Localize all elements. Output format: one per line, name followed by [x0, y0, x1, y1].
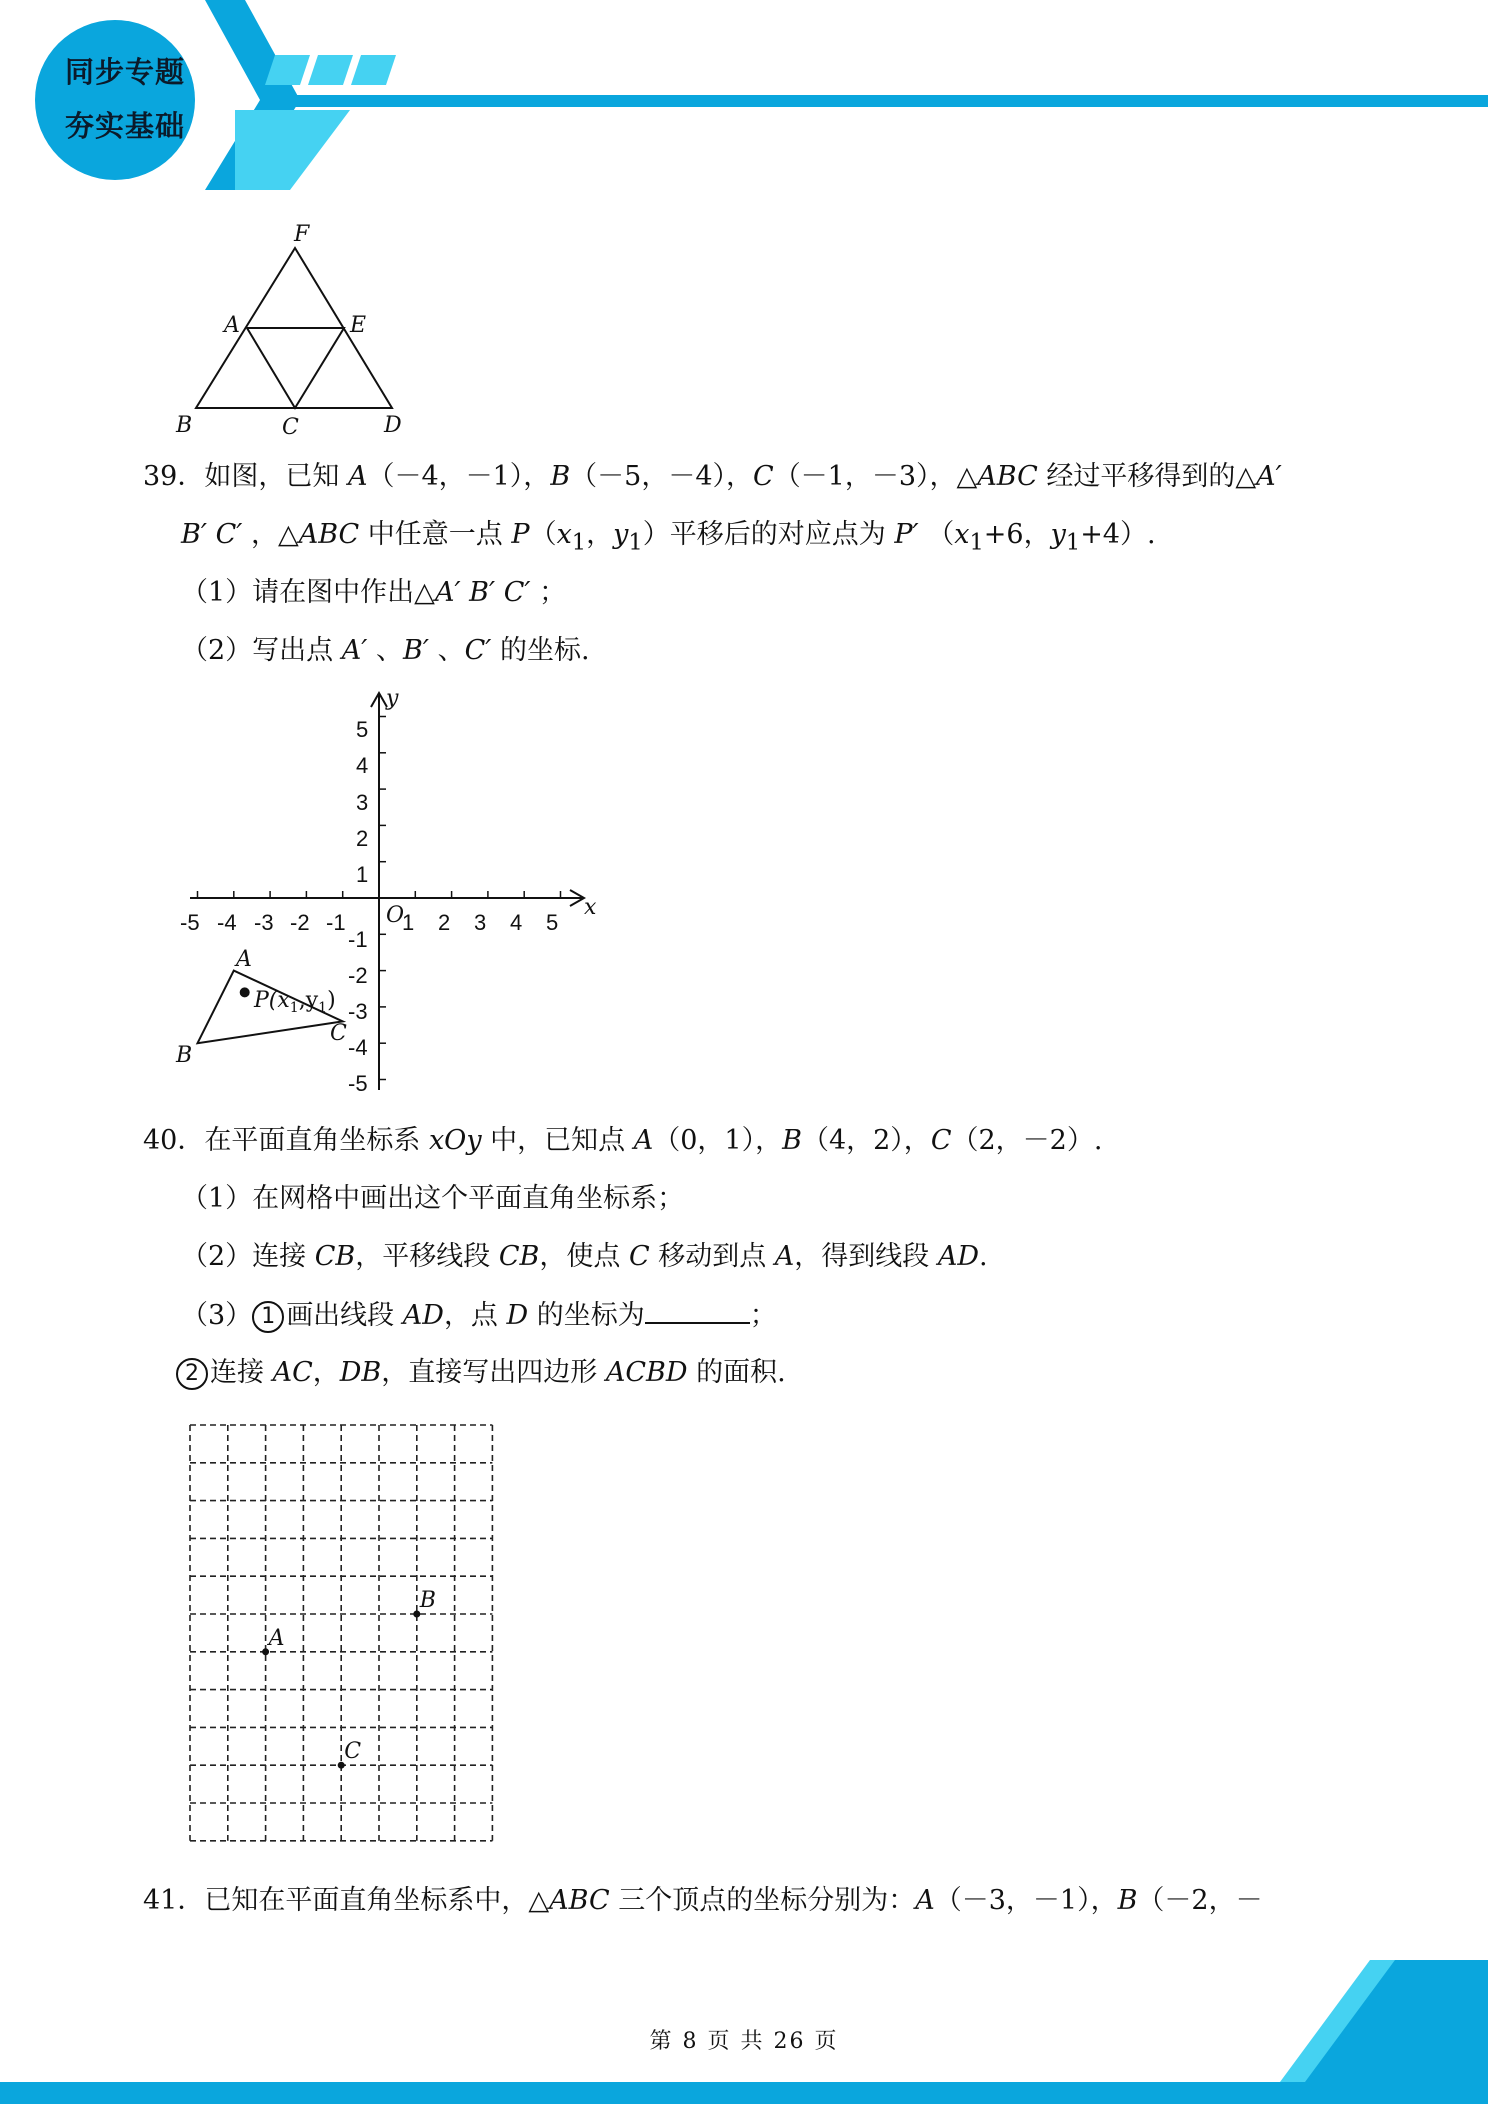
- x-tick-2: 2: [438, 910, 451, 935]
- triangle-figure: [170, 215, 410, 440]
- point-P-label: $P(x_1,y_1)$: [254, 988, 336, 1016]
- x-tick-neg2: -2: [290, 910, 310, 935]
- answer-blank[interactable]: [645, 1298, 750, 1324]
- footer-bar: [0, 2082, 1488, 2104]
- x-tick-4: 4: [510, 910, 523, 935]
- x-tick-3: 3: [474, 910, 487, 935]
- grid-label-A: A: [268, 1625, 285, 1651]
- origin-label: O: [386, 903, 405, 928]
- y-axis-label: y: [386, 686, 399, 711]
- circled-number-1: 1: [252, 1301, 284, 1333]
- point-A-label: A: [236, 947, 252, 972]
- y-tick-neg1: -1: [348, 927, 368, 952]
- label-F: F: [294, 222, 310, 247]
- point-B-label: B: [176, 1043, 193, 1068]
- x-tick-neg3: -3: [254, 910, 274, 935]
- badge-line-2: 夯实基础: [64, 109, 185, 143]
- q39-line-1: 39．如图，已知 A（－4，－1），B（－5，－4），C（－1，－3），△ABC 经过平移得到的△A′: [143, 461, 1282, 492]
- coordinate-figure: [170, 685, 610, 1105]
- x-axis-label: x: [584, 895, 597, 920]
- x-tick-1: 1: [402, 910, 415, 935]
- circled-number-2: 2: [176, 1358, 208, 1390]
- grid-label-B: B: [419, 1588, 436, 1613]
- y-tick-1: 1: [356, 862, 369, 887]
- badge-line-1: 同步专题: [64, 55, 185, 89]
- q40-line-4: （3） 1 画出线段 AD，点 D 的坐标为 ；: [181, 1300, 777, 1331]
- x-tick-neg1: -1: [326, 910, 346, 935]
- q41-line-1: 41．已知在平面直角坐标系中，△ABC 三个顶点的坐标分别为：A（－3，－1），B（－2，－: [143, 1885, 1263, 1916]
- q40-line-1: 40．在平面直角坐标系 xOy 中，已知点 A（0，1），B（4，2），C（2，－2）.: [143, 1125, 1103, 1156]
- q40-line-3: （2）连接 CB，平移线段 CB，使点 C 移动到点 A，得到线段 AD.: [181, 1241, 988, 1272]
- y-tick-3: 3: [356, 790, 369, 815]
- q40-line-5: 2 连接 AC，DB，直接写出四边形 ACBD 的面积.: [176, 1356, 786, 1390]
- q39-line-2: B′ C′ ，△ABC 中任意一点 $P(x_1$，$y_1$）平移后的对应点为 P′ （$x_1+6$，$y_1+4$）.: [181, 519, 1156, 556]
- label-C: C: [282, 415, 299, 440]
- x-tick-neg4: -4: [217, 910, 237, 935]
- grid-figure: [180, 1415, 510, 1845]
- y-tick-neg2: -2: [348, 963, 368, 988]
- y-tick-2: 2: [356, 826, 369, 851]
- header-stripe-2: [308, 55, 353, 85]
- header-banner: [0, 0, 1488, 200]
- header-light-wedge: [235, 110, 350, 190]
- triangle-inner: [247, 328, 344, 408]
- q39-line-3: （1）请在图中作出△A′ B′ C′ ；: [181, 577, 567, 608]
- y-tick-neg4: -4: [348, 1035, 368, 1060]
- y-tick-5: 5: [356, 717, 369, 742]
- x-tick-5: 5: [546, 910, 559, 935]
- x-tick-neg5: -5: [180, 910, 200, 935]
- header-badge: [35, 20, 195, 180]
- y-tick-4: 4: [356, 753, 369, 778]
- label-E: E: [350, 313, 367, 338]
- header-bar: [265, 95, 1488, 107]
- label-B: B: [176, 413, 193, 438]
- header-stripe-3: [351, 55, 396, 85]
- label-A: A: [224, 313, 240, 338]
- q39-line-4: （2）写出点 A′ 、B′ 、C′ 的坐标.: [181, 635, 590, 666]
- y-tick-neg3: -3: [348, 999, 368, 1024]
- q40-line-2: （1）在网格中画出这个平面直角坐标系；: [181, 1183, 685, 1214]
- y-tick-neg5: -5: [348, 1071, 368, 1096]
- grid-label-C: C: [344, 1739, 362, 1765]
- point-C-label: C: [330, 1021, 347, 1046]
- point-P: [240, 987, 250, 997]
- page-number: 第 8 页 共 26 页: [649, 2029, 839, 2054]
- label-D: D: [384, 413, 402, 438]
